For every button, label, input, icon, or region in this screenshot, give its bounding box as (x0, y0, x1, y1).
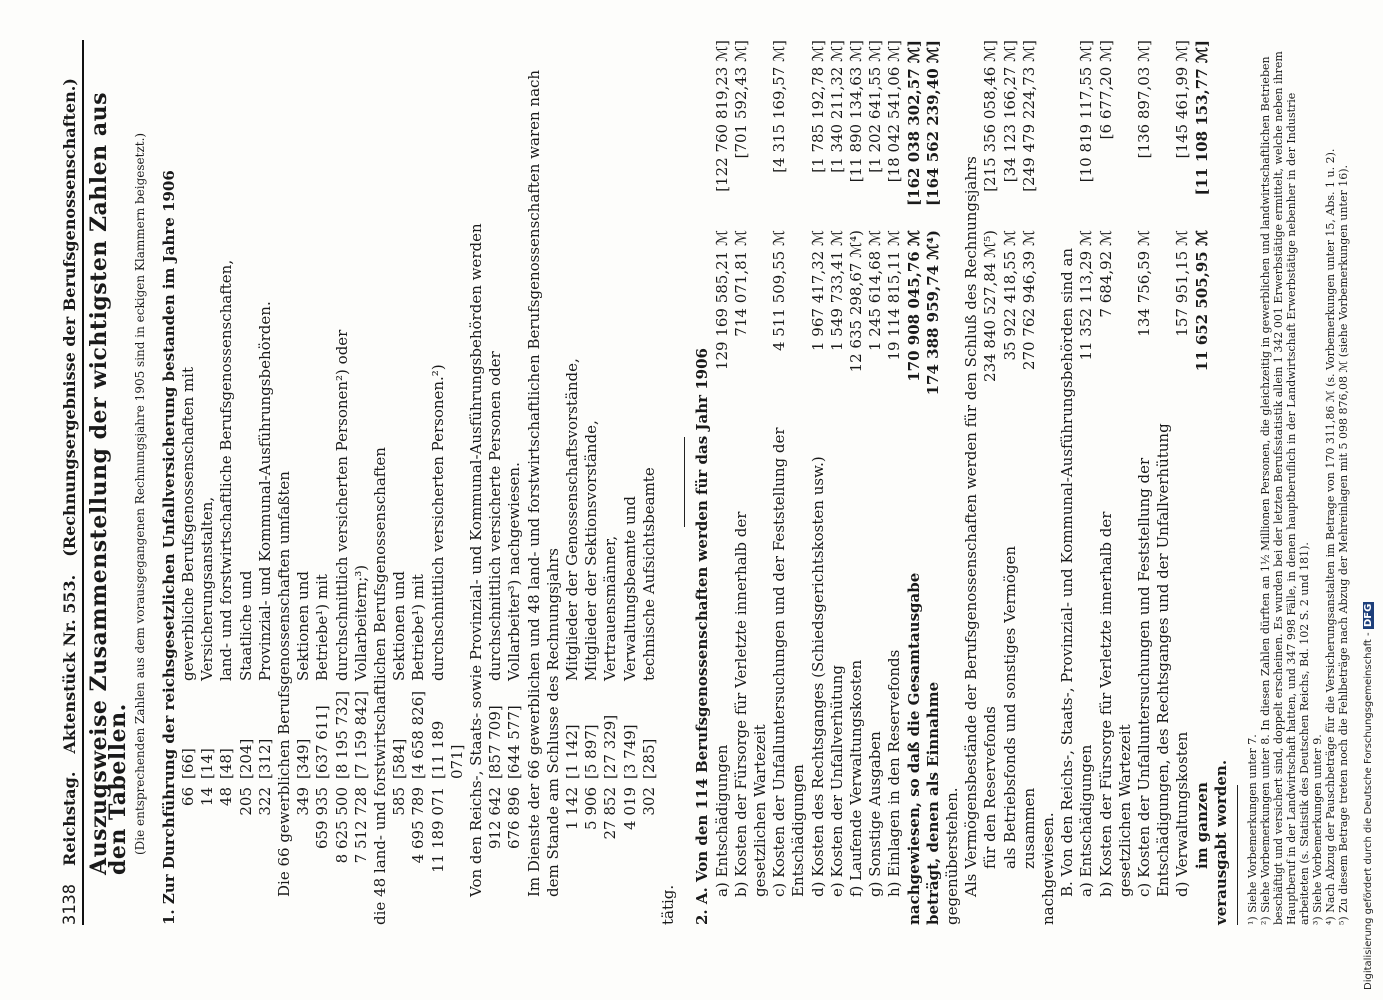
prev-year-amount: [11 890 134,63 ℳ] (846, 40, 865, 183)
table-row (866, 40, 885, 925)
amount-value: 134 756,59 ℳ (1134, 230, 1153, 337)
row-label: h) Einlagen in den Reservefonds (885, 649, 904, 897)
page-header (60, 40, 80, 925)
digitization-credit (1363, 10, 1377, 990)
row-label: Mitglieder der Genossenschaftsvorstände, (563, 358, 582, 681)
taetig: tätig. (659, 884, 678, 925)
section-1-intro: 1. Zur Durchführung der reichsgesetzlichen Unfallversicherung bestanden im Jahre 1906 (159, 170, 178, 925)
amount-value: 7 684,92 ℳ (1096, 230, 1115, 318)
table-row (1097, 40, 1135, 925)
table-row (1135, 40, 1173, 925)
rows-e (563, 40, 659, 925)
prev-year-amount: [122 760 819,23 ℳ] (712, 40, 731, 192)
count-value: 912 642 (486, 787, 505, 850)
count-value: 676 896 (505, 787, 524, 850)
header-right: (Rechnungsergebnisse der Berufsgenossenschaften.) (60, 78, 79, 557)
page-title: Auszugsweise Zusammenstellung der wichtigsten Zahlen aus den Tabellen. (86, 92, 132, 875)
amount-value: 129 169 585,21 ℳ (712, 230, 731, 371)
prev-year-value: [1 142] (563, 724, 582, 779)
verm-intro: Als Vermögensbestände der Berufsgenossenschaften werden für den Schluß des Rechnungsjahrs (962, 156, 981, 897)
zusammen-row (1020, 40, 1039, 925)
table-row (713, 40, 732, 925)
prev-year-value: [14] (198, 748, 217, 779)
amount-value: 19 114 815,11 ℳ (885, 230, 904, 361)
prev-year-value: [857 709] (486, 705, 505, 779)
verm-rows (981, 40, 1019, 925)
row-label: c) Kosten der Unfalluntersuchungen und Feststellung der Entschädigungen, des Rechtsganges und der Unfallverhütung (1134, 423, 1173, 897)
amount-value: 1 549 733,41 ℳ (827, 230, 846, 352)
count-value: 48 (217, 787, 236, 807)
count-value: 11 189 071 (428, 787, 447, 873)
prev-year-value: [312] (255, 738, 274, 779)
dfg-logo: DFG (1363, 603, 1374, 628)
table-row (732, 40, 770, 925)
count-value: 5 906 (582, 787, 601, 830)
footnote: ¹) Siehe Vorbemerkungen unter 7. (1245, 734, 1259, 925)
row-label: für den Reservefonds (981, 706, 1000, 869)
header-center: Aktenstück Nr. 553. (60, 574, 79, 754)
row-label: durchschnittlich versicherte Personen oder (486, 351, 505, 681)
table-row (1173, 40, 1192, 925)
prev-year-value: [48] (217, 748, 236, 779)
prev-year-amount: [701 592,43 ℳ] (731, 40, 750, 159)
prev-year-value: [3 749] (620, 724, 639, 779)
table-row (828, 40, 847, 925)
ausgabe-row (905, 40, 924, 925)
prev-year-value: [5 897] (582, 724, 601, 779)
prev-year-value: [584] (390, 738, 409, 779)
page-subtitle: (Die entsprechenden Zahlen aus dem vorausgegangenen Rechnungsjahre 1905 sind in eckigen Klammern beigesetzt.) (132, 132, 147, 855)
prev-year-value: [27 329] (601, 714, 620, 779)
prev-year-amount: [18 042 541,06 ℳ] (885, 40, 904, 183)
zusammen-label: zusammen (1019, 787, 1038, 869)
row-label: Provinzial- und Kommunal-Ausführungsbehörden. (255, 301, 274, 681)
prev-year-value: [637 611] (313, 705, 332, 779)
count-value: 4 695 789 (409, 787, 428, 864)
divider (684, 438, 685, 528)
dienst-intro: Im Dienste der 66 gewerblichen und 48 land- und forstwirtschaftlichen Berufsgenossenschaften waren nach dem Stande am Schlusse des Rechnungsjahrs (524, 69, 562, 897)
verausgabt: verausgabt worden. (1211, 759, 1230, 925)
ausgabe-value: 170 908 045,76 ℳ (904, 230, 923, 382)
prev-year-amount: [1 340 211,32 ℳ] (827, 40, 846, 173)
count-value: 659 935 (313, 787, 332, 850)
b-intro: B. Von den Reichs-, Staats-, Provinzial- und Kommunal-Ausführungsbehörden sind an (1058, 247, 1077, 897)
amount-value: 157 951,15 ℳ (1173, 230, 1192, 337)
amount-value: 234 840 527,84 ℳ⁵) (981, 230, 1000, 382)
amount-value: 4 511 509,55 ℳ (770, 230, 789, 352)
count-value: 8 625 500 (332, 787, 351, 864)
row-label: durchschnittlich versicherten Personen²) oder (332, 329, 351, 681)
row-label: Betriebe¹) mit (409, 574, 428, 681)
row-label: g) Sonstige Ausgaben (866, 731, 885, 897)
count-value: 585 (390, 787, 409, 816)
row-label: d) Kosten des Rechtsganges (Schiedsgerichtskosten usw.) (808, 456, 827, 897)
row-label: e) Kosten der Unfallverhütung (827, 665, 846, 897)
header-left: Reichstag. (60, 771, 79, 867)
prev-year-value: [11 189 071] (428, 720, 466, 779)
prev-year-amount: [136 897,03 ℳ] (1134, 40, 1153, 159)
rows-a (179, 40, 275, 925)
im-ganzen-prev: [11 108 153,77 ℳ] (1192, 40, 1211, 196)
footnotes (1246, 40, 1350, 925)
prev-year-amount: [1 202 641,55 ℳ] (866, 40, 885, 173)
land-intro: die 48 land- und forstwirtschaftlichen Berufsgenossenschaften (371, 447, 390, 925)
section-1 (160, 40, 678, 925)
einnahme-row (924, 40, 943, 925)
row-label: b) Kosten der Fürsorge für Verletzte innerhalb der gesetzlichen Wartezeit (731, 511, 769, 897)
row-label: a) Entschädigungen (712, 744, 731, 897)
einnahme-value: 174 388 959,74 ℳ⁴) (923, 230, 942, 396)
amount-value: 11 352 113,29 ℳ (1077, 230, 1096, 361)
prev-year-value: [349] (294, 738, 313, 779)
row-label: Versicherungsanstalten, (198, 496, 217, 681)
page-number: 3138 (60, 884, 80, 925)
prev-year-value: [644 577] (505, 705, 524, 779)
gegen: gegenüberstehen. (942, 787, 961, 925)
row-label: durchschnittlich versicherten Personen.²) (428, 364, 447, 681)
count-value: 14 (198, 787, 217, 807)
count-value: 27 852 (601, 787, 620, 840)
amount-value: 1 967 417,32 ℳ (808, 230, 827, 352)
section-2-intro: 2. A. Von den 114 Berufsgenossenschaften werden für das Jahr 1906 (693, 348, 712, 925)
zusammen-value: 270 762 946,39 ℳ (1019, 230, 1038, 371)
prev-year-amount: [6 677,20 ℳ] (1096, 40, 1115, 140)
footnote: ²) Siehe Vorbemerkungen unter 8. In diesen Zahlen dürften an 1½ Millionen Personen, die gleichzeitig in gewerblichen und landwirtschaftlichen Betrieben beschäftigt und versichert sind, doppelt erscheinen. Es wurden bei der letzten Berufsstatistik allein 1 342 001 Erwerbstätige ermittelt, welche neben ihrem Hauptberuf in der Landwirtschaft hatten, und 347 998 Fälle, in denen hauptberuflich in der Landwirtschaft Erwerbstätige nebenher in der Industrie arbeiteten (s. Statistik des Deutschen Reichs, Bd. 102 S. 2 und 181). (1258, 51, 1311, 925)
table-row (1001, 40, 1020, 925)
im-ganzen-row (1193, 40, 1212, 925)
prev-year-value: [204] (236, 738, 255, 779)
row-label: Sektionen und (390, 571, 409, 681)
prev-year-value: [7 159 842] (351, 690, 370, 779)
table-row (981, 40, 1000, 925)
row-label: c) Kosten der Unfalluntersuchungen und der Feststellung der Entschädigungen (770, 427, 808, 897)
row-label: Vertrauensmänner, (601, 535, 620, 681)
table-row (809, 40, 828, 925)
count-value: 7 512 728 (351, 787, 370, 864)
row-label: Verwaltungsbeamte und (620, 496, 639, 681)
prev-year-value: [8 195 732] (332, 690, 351, 779)
row-label: b) Kosten der Fürsorge für Verletzte innerhalb der gesetzlichen Wartezeit (1096, 511, 1134, 897)
prev-year-amount: [10 819 117,55 ℳ] (1077, 40, 1096, 183)
ausgabe-label: nachgewiesen, so daß die Gesamtausgabe (904, 572, 923, 925)
count-value: 349 (294, 787, 313, 816)
footnote: ⁵) Zu diesem Betrage treten noch die Fehlbeträge nach Abzug der Mehreinlagen mit 5 098 876,08 ℳ (siehe Vorbemerkungen unter 16). (1336, 165, 1350, 925)
header-rule (82, 40, 84, 925)
table-row (847, 40, 866, 925)
prev-year-value: [4 658 826] (409, 690, 428, 779)
row-label: Sektionen und (294, 571, 313, 681)
section-2-rows (713, 40, 905, 925)
amount-value: 714 071,81 ℳ (731, 230, 750, 337)
prev-year-amount: [215 356 058,46 ℳ] (981, 40, 1000, 192)
table-row (770, 40, 808, 925)
prev-year-amount: [34 123 166,27 ℳ] (1000, 40, 1019, 183)
amount-value: 35 922 418,55 ℳ (1000, 230, 1019, 361)
footnote: ³) Siehe Vorbemerkungen unter 9. (1310, 734, 1324, 925)
im-ganzen-value: 11 652 505,95 ℳ (1192, 230, 1211, 372)
rows-c (390, 40, 467, 925)
einnahme-prev: [164 562 239,40 ℳ] (923, 40, 942, 206)
count-value: 66 (179, 787, 198, 807)
row-label: gewerbliche Berufsgenossenschaften mit (179, 367, 198, 681)
row-label: Vollarbeiter³) nachgewiesen. (505, 462, 524, 681)
row-label: a) Entschädigungen (1077, 744, 1096, 897)
section-2 (693, 40, 1231, 925)
row-label: d) Verwaltungskosten (1173, 731, 1192, 897)
amount-value: 1 245 614,68 ℳ (866, 230, 885, 352)
count-value: 322 (255, 787, 274, 816)
rows-b (294, 40, 371, 925)
rows-d (486, 40, 524, 925)
prev-year-amount: [145 461,99 ℳ] (1173, 40, 1192, 159)
table-row (885, 40, 904, 925)
row-label: Staatliche und (236, 570, 255, 681)
count-value: 1 142 (563, 787, 582, 830)
count-value: 302 (639, 787, 658, 816)
zusammen-prev: [249 479 224,73 ℳ] (1019, 40, 1038, 192)
gew-intro: Die 66 gewerblichen Berufsgenossenschaften umfaßten (275, 471, 294, 897)
amount-value: 12 635 298,67 ℳ⁴) (846, 230, 865, 373)
row-label: f) Laufende Verwaltungskosten (846, 659, 865, 897)
einnahme-label: beträgt, denen als Einnahme (923, 681, 942, 925)
staat-intro: Von den Reichs-, Staats- sowie Provinzial- und Kommunal-Ausführungsbehörden werden (467, 223, 486, 897)
prev-year-amount: [4 315 169,57 ℳ] (770, 40, 789, 173)
row-label: technische Aufsichtsbeamte (639, 467, 658, 681)
prev-year-amount: [1 785 192,78 ℳ] (808, 40, 827, 173)
footnote: ⁴) Nach Abzug der Pauschbeträge für die Versicherungsanstalten im Betrage von 170 311,86 ℳ (s. Vorbemerkungen unter 15, Abs. 1 u. 2). (1323, 148, 1337, 925)
credit-text: Digitalisierung gefördert durch die Deutsche Forschungsgemeinschaft - (1363, 632, 1374, 990)
row-label: Vollarbeitern;³) (351, 564, 370, 681)
im-ganzen-label: im ganzen (1192, 782, 1211, 869)
row-label: land- und forstwirtschaftliche Berufsgenossenschaften, (217, 259, 236, 681)
count-value: 205 (236, 787, 255, 816)
row-label: als Betriebsfonds und sonstiges Vermögen (1000, 545, 1019, 869)
row-label: Mitglieder der Sektionsvorstände, (582, 420, 601, 681)
footnote-rule (1237, 785, 1238, 925)
table-row (1077, 40, 1096, 925)
count-value: 4 019 (620, 787, 639, 830)
row-label: Betriebe¹) mit (313, 574, 332, 681)
prev-year-value: [66] (179, 748, 198, 779)
prev-year-value: [285] (639, 738, 658, 779)
nachgew: nachgewiesen. (1038, 812, 1057, 925)
b-rows (1077, 40, 1192, 925)
ausgabe-prev: [162 038 302,57 ℳ] (904, 40, 923, 206)
